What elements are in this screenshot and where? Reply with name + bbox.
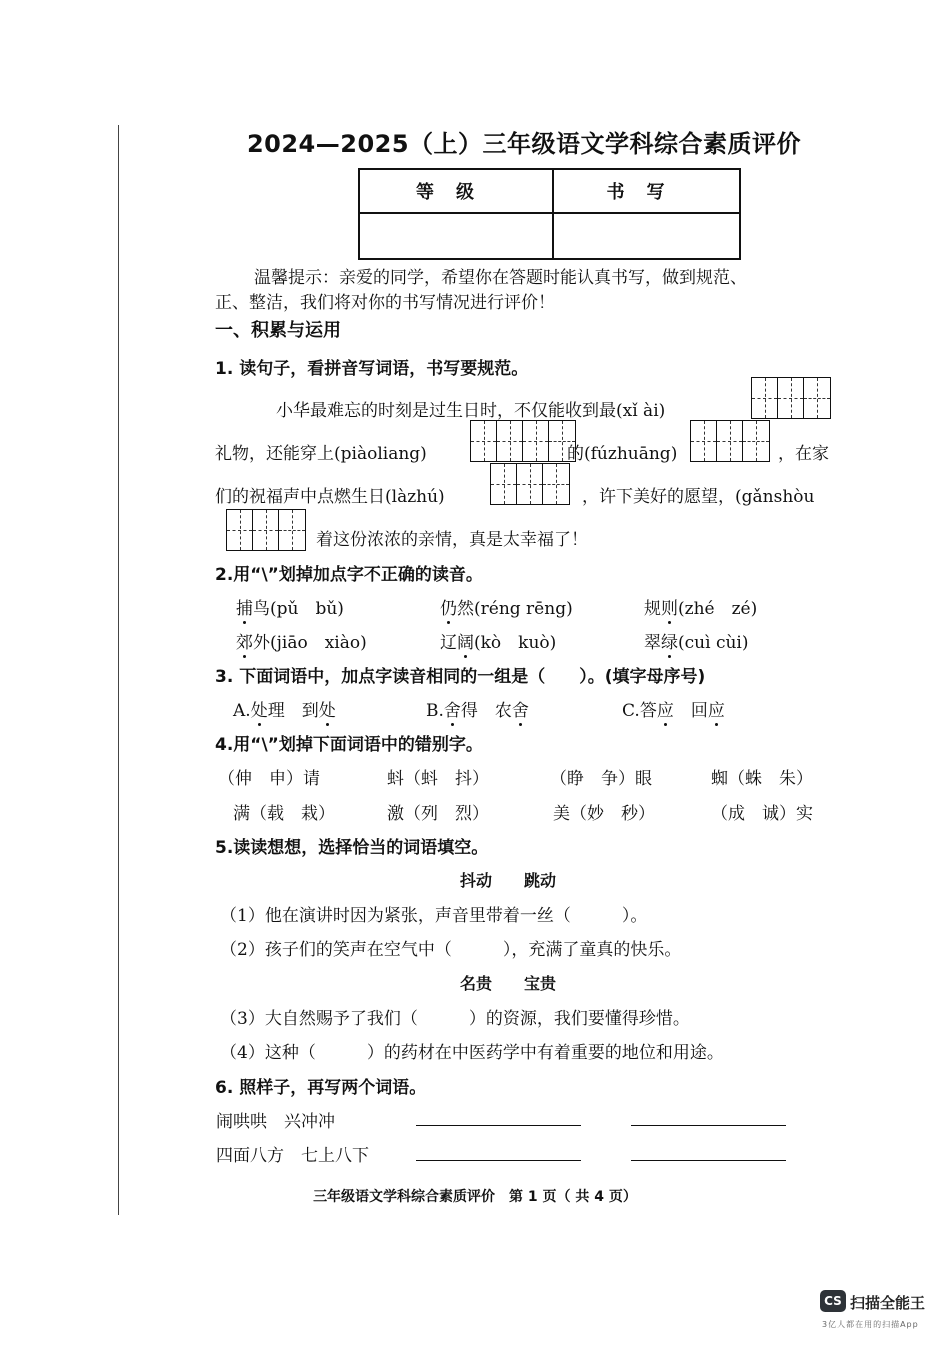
- q2-item-1: 捕鸟(pǔ bǔ): [236, 599, 344, 619]
- q4-title: 4.用“\”划掉下面词语中的错别字。: [215, 735, 483, 755]
- q2-item-6: 翠绿(cuì cùi): [644, 633, 749, 653]
- q5-sentence-1: （1）他在演讲时因为紧张，声音里带着一丝（ ）。: [220, 906, 648, 926]
- q6-answer-line[interactable]: [416, 1125, 581, 1126]
- writing-header: 书写: [554, 170, 739, 214]
- section-heading: 一、积累与运用: [215, 320, 341, 341]
- camscanner-name: 扫描全能王: [850, 1294, 926, 1312]
- grade-header: 等级: [360, 170, 554, 214]
- q6-example-1: 闹哄哄 兴冲冲: [216, 1112, 335, 1132]
- q1-line-2c: ，在家: [778, 444, 829, 464]
- q1-line-4: 着这份浓浓的亲情，真是太幸福了！: [316, 530, 588, 550]
- q6-answer-line[interactable]: [631, 1125, 786, 1126]
- q4-item: （成 诚）实: [711, 804, 813, 824]
- camscanner-logo-icon: CS: [820, 1290, 846, 1312]
- q3-option-a: A.处理 到处: [233, 701, 336, 721]
- q2-item-3: 规则(zhé zé): [644, 599, 758, 619]
- q4-item: （伸 申）请: [218, 769, 320, 789]
- q5-word-choices-2: 名贵 宝贵: [460, 974, 557, 993]
- q2-item-5: 辽阔(kò kuò): [440, 633, 557, 653]
- q3-title: 3. 下面词语中，加点字读音相同的一组是（ ）。(填字母序号): [215, 667, 706, 687]
- q6-title: 6. 照样子，再写两个词语。: [215, 1078, 427, 1098]
- q6-answer-line[interactable]: [631, 1160, 786, 1161]
- q1-line-3a: 们的祝福声中点燃生日(làzhú): [215, 487, 445, 507]
- q4-item: 蜘（蛛 朱）: [711, 769, 813, 789]
- q6-answer-line[interactable]: [416, 1160, 581, 1161]
- q5-title: 5.读读想想，选择恰当的词语填空。: [215, 838, 489, 858]
- q1-line-2b: 的(fúzhuāng): [567, 444, 678, 464]
- writing-cell[interactable]: [554, 214, 739, 258]
- q2-title: 2.用“\”划掉加点字不正确的读音。: [215, 565, 483, 585]
- q4-item: （睁 争）眼: [550, 769, 652, 789]
- q4-item: 满（载 栽）: [233, 804, 335, 824]
- q5-word-choices-1: 抖动 跳动: [460, 871, 557, 890]
- page-title: 2024—2025（上）三年级语文学科综合素质评价: [246, 130, 802, 158]
- q1-line-2a: 礼物，还能穿上(piàoliang): [215, 444, 427, 464]
- camscanner-tagline: 3亿人都在用的扫描App: [822, 1320, 919, 1329]
- q4-item: 激（列 烈）: [387, 804, 489, 824]
- q1-line-1: 小华最难忘的时刻是过生日时，不仅能收到最(xǐ ài): [276, 401, 666, 421]
- q3-option-c: C.答应 回应: [622, 701, 725, 721]
- q2-item-2: 仍然(réng rēng): [440, 599, 573, 619]
- q1-title: 1. 读句子，看拼音写词语，书写要规范。: [215, 359, 529, 379]
- grade-table: [358, 168, 741, 260]
- answer-box-lazhu[interactable]: [490, 463, 570, 505]
- answer-box-fuzhuang[interactable]: [690, 420, 770, 462]
- q6-example-2: 四面八方 七上八下: [216, 1146, 369, 1166]
- q5-sentence-4: （4）这种（ ）的药材在中医药学中有着重要的地位和用途。: [220, 1043, 724, 1063]
- q3-option-b: B.舍得 农舍: [426, 701, 529, 721]
- answer-box-ganshou[interactable]: [226, 509, 306, 551]
- page-footer: 三年级语文学科综合素质评价 第 1 页（ 共 4 页）: [313, 1189, 637, 1205]
- binding-margin-line: [118, 125, 119, 1215]
- answer-box-xiai[interactable]: [751, 377, 831, 419]
- grade-cell[interactable]: [360, 214, 554, 258]
- answer-box-piaoliang[interactable]: [470, 420, 576, 462]
- q4-item: 美（妙 秒）: [553, 804, 655, 824]
- notice-line-2: 正、整洁，我们将对你的书写情况进行评价！: [215, 293, 555, 313]
- notice-line-1: 温馨提示：亲爱的同学，希望你在答题时能认真书写，做到规范、: [254, 268, 747, 288]
- q5-sentence-2: （2）孩子们的笑声在空气中（ ），充满了童真的快乐。: [220, 940, 682, 960]
- q5-sentence-3: （3）大自然赐予了我们（ ）的资源，我们要懂得珍惜。: [220, 1009, 690, 1029]
- q4-item: 蚪（蚪 抖）: [387, 769, 489, 789]
- q2-item-4: 郊外(jiāo xiào): [236, 633, 367, 653]
- q1-line-3b: ，许下美好的愿望，(gǎnshòu: [582, 487, 815, 507]
